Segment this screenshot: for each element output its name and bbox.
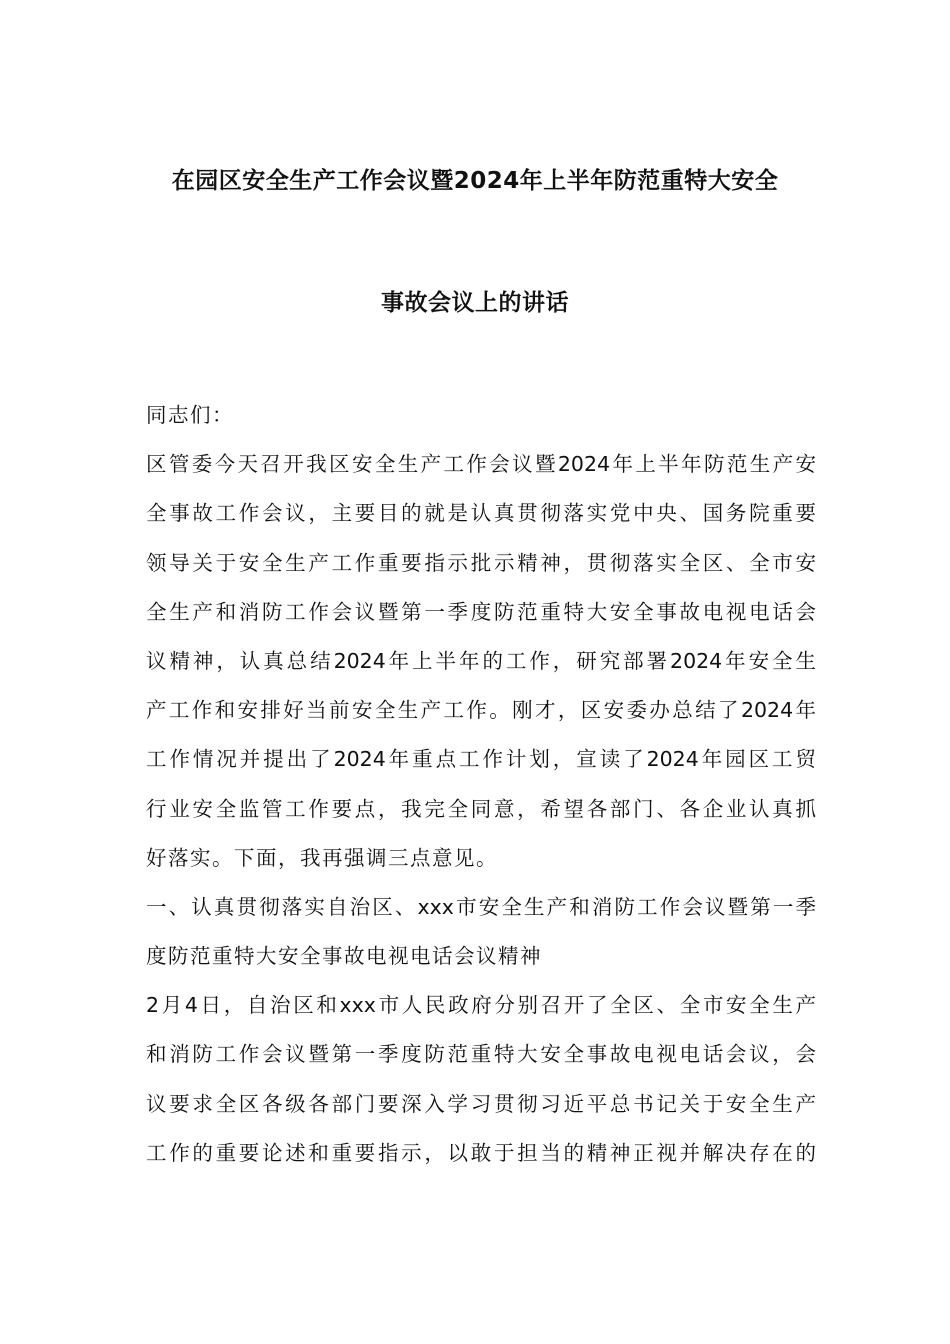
document-body (146, 401, 816, 1188)
body-text-line: 议要求全区各级各部门要深入学习贯彻习近平总书记关于安全生产 (146, 1091, 816, 1116)
body-text-line: 好落实。下面，我再强调三点意见。 (146, 845, 498, 870)
body-text-line: 产工作和安排好当前安全生产工作。刚才，区安委办总结了2024年 (146, 698, 816, 723)
document-title-line-1: 在园区安全生产工作会议暨2024年上半年防范重特大安全 (171, 168, 779, 194)
body-text-line: 一、认真贯彻落实自治区、xxx市安全生产和消防工作会议暨第一季 (146, 894, 816, 919)
body-text-line: 工作情况并提出了2024年重点工作计划，宣读了2024年园区工贸 (146, 747, 816, 772)
body-text-line: 工作的重要论述和重要指示，以敢于担当的精神正视并解决存在的 (146, 1140, 816, 1165)
body-text-line: 领导关于安全生产工作重要指示批示精神，贯彻落实全区、全市安 (146, 550, 816, 575)
body-text-line: 全生产和消防工作会议暨第一季度防范重特大安全事故电视电话会 (146, 599, 816, 624)
body-text-line: 和消防工作会议暨第一季度防范重特大安全事故电视电话会议，会 (146, 1042, 816, 1067)
body-text-line: 度防范重特大安全事故电视电话会议精神 (146, 944, 542, 969)
body-text-line: 2月4日，自治区和xxx市人民政府分别召开了全区、全市安全生产 (146, 993, 816, 1018)
body-text-line: 区管委今天召开我区安全生产工作会议暨2024年上半年防范生产安 (146, 452, 816, 477)
body-text-line: 全事故工作会议，主要目的就是认真贯彻落实党中央、国务院重要 (146, 501, 816, 526)
document-title-line-2: 事故会议上的讲话 (381, 290, 569, 316)
body-text-line: 行业安全监管工作要点，我完全同意，希望各部门、各企业认真抓 (146, 796, 816, 821)
body-text-line: 同志们： (146, 403, 234, 427)
body-text-line: 议精神，认真总结2024年上半年的工作，研究部署2024年安全生 (146, 648, 816, 673)
